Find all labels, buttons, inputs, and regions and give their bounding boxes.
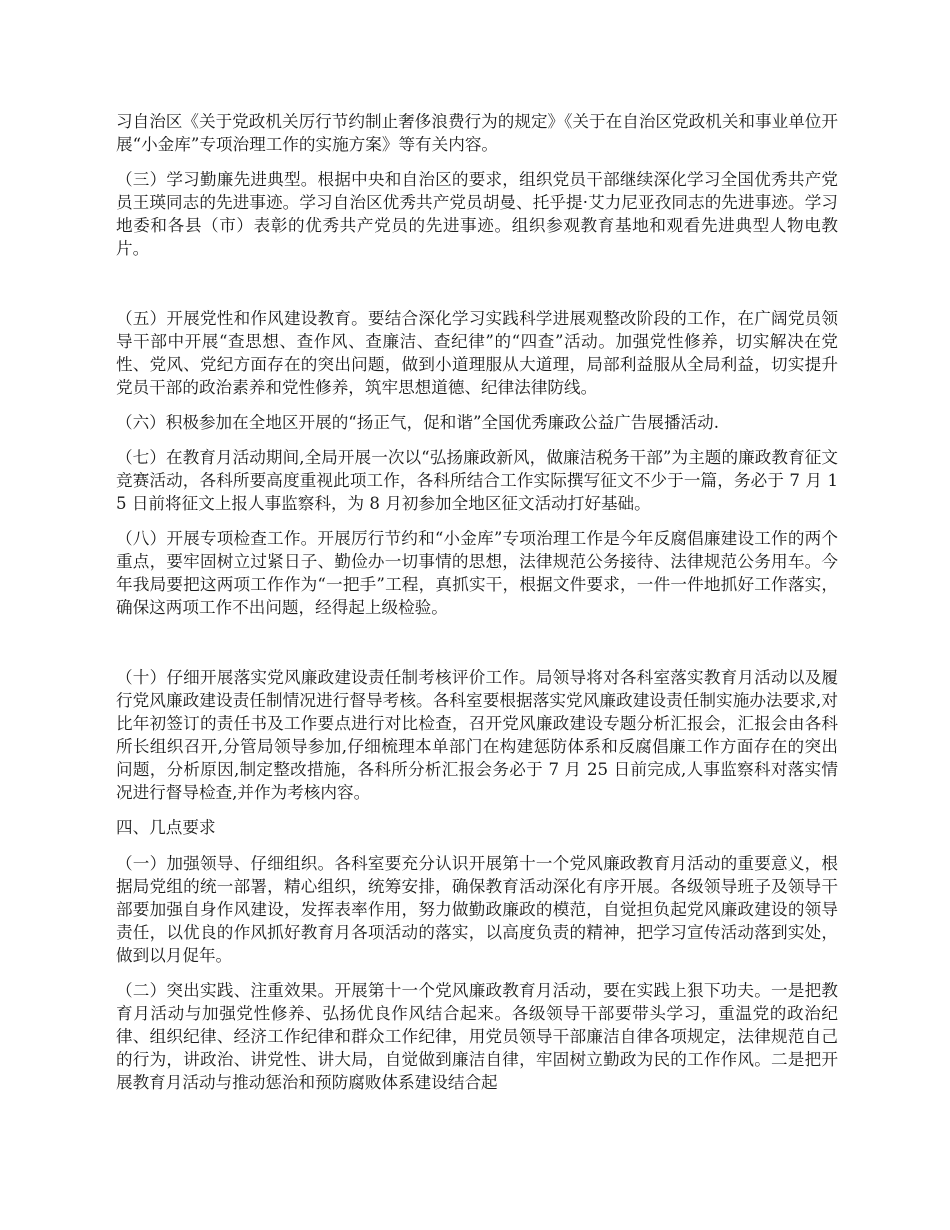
section-heading-requirements: 四、几点要求 — [116, 818, 216, 837]
paragraph-regulations-continued: 习自治区《关于党政机关厉行节约制止奢侈浪费行为的规定》《关于在自治区党政机关和事业单位开展“小金库”专项治理工作的实施方案》等有关内容。 — [116, 112, 838, 154]
paragraph-section-3-exemplars: （三）学习勤廉先进典型。根据中央和自治区的要求，组织党员干部继续深化学习全国优秀共产党员王瑛同志的先进事迹。学习自治区优秀共产党员胡曼、托乎提·艾力尼亚孜同志的先进事迹。学习地委和各县（市）表彰的优秀共产党员的先进事迹。组织参观教育基地和观看先进典型人物电教片。 — [116, 170, 838, 258]
blank-gap — [116, 272, 838, 307]
paragraph-section-10-assessment: （十）仔细开展落实党风廉政建设责任制考核评价工作。局领导将对各科室落实教育月活动以及履行党风廉政建设责任制情况进行督导考核。各科室要根据落实党风廉政建设责任制实施办法要求,对比年初签订的责任书及工作要点进行对比检查，召开党风廉政建设专题分析汇报会，汇报会由各科所长组织召开,分管局领导参加,仔细梳理本单部门在构建惩防体系和反腐倡廉工作方面存在的突出问题，分析原因,制定整改措施，各科所分析汇报会务必于 7 月 25 日前完成,人事监察科对落实情况进行督导检查,并作为考核内容。 — [116, 668, 838, 802]
paragraph-section-7-essay-contest: （七）在教育月活动期间,全局开展一次以“弘扬廉政新风，做廉洁税务干部”为主题的廉政教育征文竞赛活动，各科所要高度重视此项工作，各科所结合工作实际撰写征文不少于一篇，务必于 7 月 15 日前将征文上报人事监察科，为 8 月初参加全地区征文活动打好基础。 — [116, 448, 838, 513]
document-body — [116, 110, 838, 1106]
paragraph-requirement-1-leadership: （一）加强领导、仔细组织。各科室要充分认识开展第十一个党风廉政教育月活动的重要意义，根据局党组的统一部署，精心组织，统筹安排，确保教育活动深化有序开展。各级领导班子及领导干部要加强自身作风建设，发挥表率作用，努力做勤政廉政的模范，自觉担负起党风廉政建设的领导责任，以优良的作风抓好教育月各项活动的落实，以高度负责的精神，把学习宣传活动落到实处，做到以月促年。 — [116, 854, 838, 965]
paragraph-section-6-ad-campaign: （六）积极参加在全地区开展的“扬正气，促和谐”全国优秀廉政公益广告展播活动. — [116, 413, 720, 432]
paragraph-section-5-party-spirit: （五）开展党性和作风建设教育。要结合深化学习实践科学进展观整改阶段的工作，在广阔党员领导干部中开展“查思想、查作风、查廉洁、查纪律”的“四查”活动。加强党性修养，切实解决在党性、党风、党纪方面存在的突出问题，做到小道理服从大道理，局部利益服从全局利益，切实提升党员干部的政治素养和党性修养，筑牢思想道德、纪律法律防线。 — [116, 309, 838, 397]
blank-gap — [116, 631, 838, 666]
paragraph-section-8-special-inspection: （八）开展专项检查工作。开展厉行节约和“小金库”专项治理工作是今年反腐倡廉建设工作的两个重点，要牢固树立过紧日子、勤俭办一切事情的思想，法律规范公务接待、法律规范公务用车。今年我局要把这两项工作作为“一把手”工程，真抓实干，根据文件要求，一件一件地抓好工作落实，确保这两项工作不出问题，经得起上级检验。 — [116, 529, 838, 617]
paragraph-requirement-2-practice: （二）突出实践、注重效果。开展第十一个党风廉政教育月活动，要在实践上狠下功夫。一是把教育月活动与加强党性修养、弘扬优良作风结合起来。各级领导干部要带头学习，重温党的政治纪律、组织纪律、经济工作纪律和群众工作纪律，用党员领导干部廉洁自律各项规定，法律规范自己的行为，讲政治、讲党性、讲大局，自觉做到廉洁自律，牢固树立勤政为民的工作作风。二是把开展教育月活动与推动惩治和预防腐败体系建设结合起 — [116, 981, 838, 1092]
